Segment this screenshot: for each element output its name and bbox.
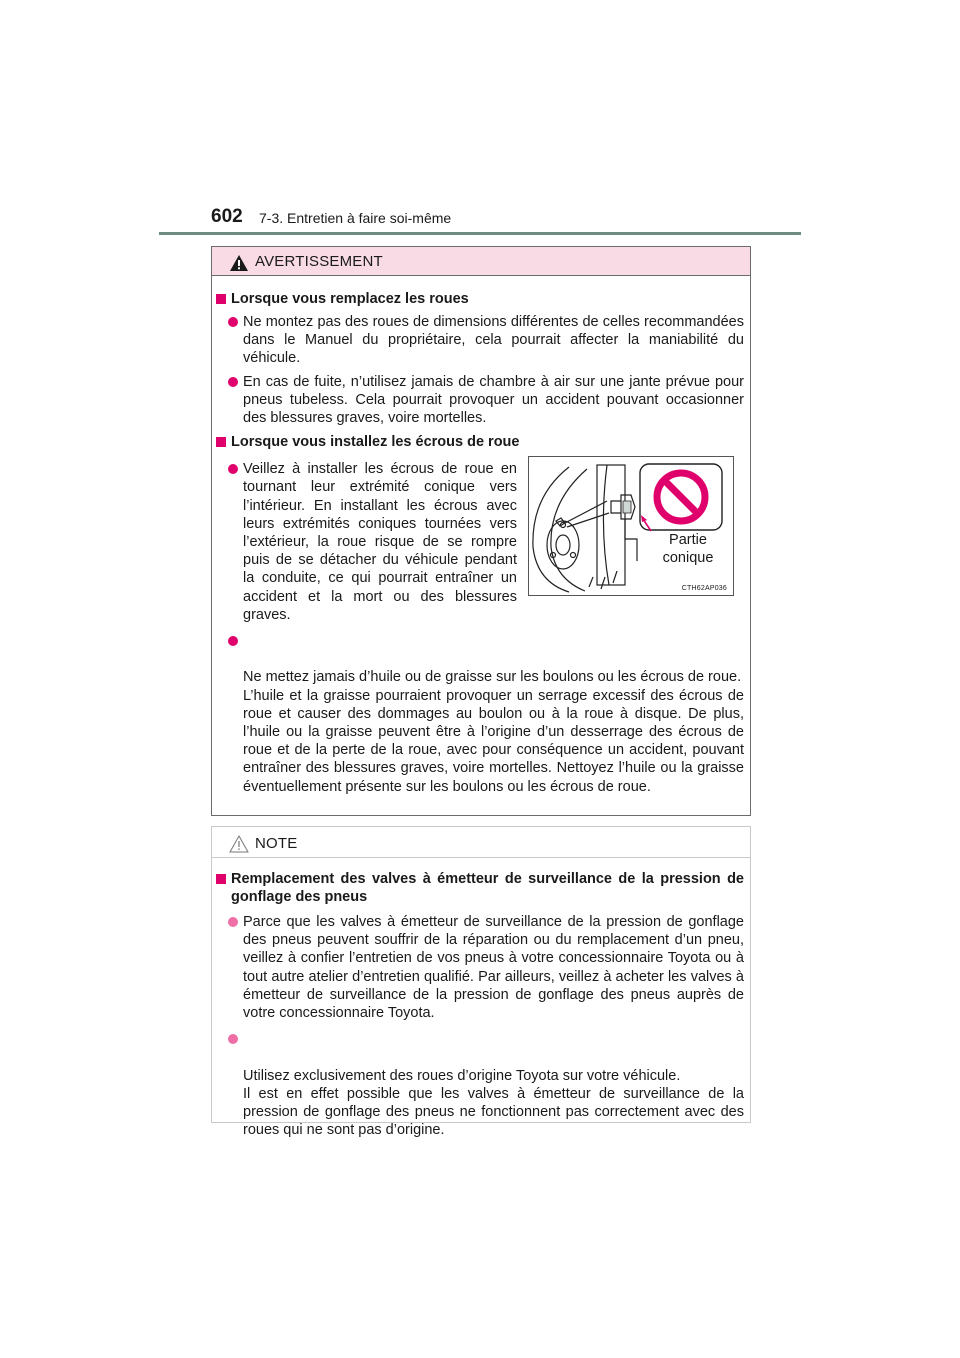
note-heading: Remplacement des valves à émetteur de surveillance de la pression de gonflage des pneus [214, 870, 744, 906]
bullet-dot-icon [228, 464, 238, 474]
bullet-dot-icon [228, 917, 238, 927]
note-content [214, 870, 744, 1139]
square-bullet-icon [216, 874, 226, 884]
warning-item: En cas de fuite, n’utilisez jamais de chambre à air sur une jante prévue pour pneus tubeless. Cela pourrait provoquer un accident pouvant occasionner des blessures graves, voire mortelles. [214, 373, 744, 428]
warning-item: Veillez à installer les écrous de roue en tournant leur extrémité conique vers l’intérieur. En installant les écrous avec leurs extrémités coniques tournées vers l’extérieur, la roue risque de se rompre puis de se détacher du véhicule pendant la conduite, ce qui pourrait entraîner un accident et la mort ou des blessures graves. [214, 460, 517, 624]
warning-heading-2: Lorsque vous installez les écrous de roue [214, 433, 744, 451]
bullet-dot-icon [228, 636, 238, 646]
header-rule [159, 232, 801, 235]
page-number: 602 [211, 206, 243, 227]
bullet-dot-icon [228, 317, 238, 327]
wheel-nut-figure [528, 456, 734, 596]
warning-heading-1: Lorsque vous remplacez les roues [214, 290, 744, 308]
warning-item: Ne mettez jamais d’huile ou de graisse sur les boulons ou les écrous de roue. L’huile et la graisse pourraient provoquer un serrage excessif des écrous de roue et causer des dommages au boulon ou à la roue à disque. De plus, l’huile ou la graisse peuvent être à l’origine d’un desserrage des écrous de roue et de la perte de la roue, avec pour conséquence un accident, pouvant entraîner des blessures graves, voire mortelles. Nettoyez l’huile ou la graisse éventuellement présente sur les boulons ou les écrous de roue. [214, 632, 744, 796]
warning-item: Ne montez pas des roues de dimensions différentes de celles recommandées dans le Manuel du propriétaire, cela pourrait affecter la maniabilité du véhicule. [214, 313, 744, 368]
note-header [212, 827, 750, 858]
note-item: Utilisez exclusivement des roues d’origine Toyota sur votre véhicule. Il est en effet possible que les valves à émetteur de surveillance de la pression de gonflage des pneus ne fonctionnent pas correctement avec des roues qui ne sont pas d’origine. [214, 1030, 744, 1139]
bullet-dot-icon [228, 1034, 238, 1044]
caution-triangle-icon [229, 835, 249, 853]
note-title: NOTE [255, 835, 298, 852]
wheel-nut-illustration [529, 457, 733, 595]
warning-header [212, 247, 750, 276]
note-item: Parce que les valves à émetteur de surveillance de la pression de gonflage des pneus peuvent souffrir de la réparation ou du remplacement d’un pneu, veillez à confier l’entretien de vos pneus à votre concessionnaire Toyota ou à tout autre atelier d’entretien qualifié. Par ailleurs, veillez à acheter les valves à émetteur de surveillance de la pression de gonflage des pneus auprès de votre concessionnaire Toyota. [214, 913, 744, 1022]
bullet-dot-icon [228, 377, 238, 387]
square-bullet-icon [216, 294, 226, 304]
section-title: 7-3. Entretien à faire soi-même [259, 210, 452, 226]
figure-label: Partie conique [662, 532, 714, 566]
warning-title: AVERTISSEMENT [255, 253, 383, 270]
warning-triangle-icon [229, 254, 249, 272]
square-bullet-icon [216, 437, 226, 447]
note-box [211, 826, 751, 1139]
figure-code: CTH62AP036 [681, 585, 727, 592]
